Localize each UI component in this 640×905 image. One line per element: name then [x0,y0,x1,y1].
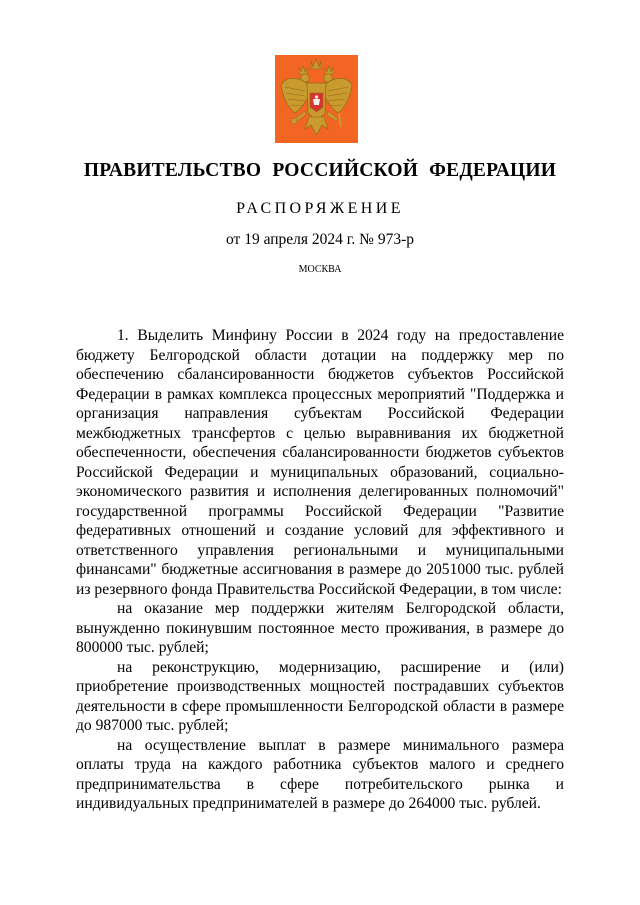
body-paragraph: на оказание мер поддержки жителям Белгородской области, вынужденно покинувшим постоянное место проживания, в размере до 800000 тыс. рублей; [76,600,564,656]
government-title: ПРАВИТЕЛЬСТВО РОССИЙСКОЙ ФЕДЕРАЦИИ [83,160,557,181]
document-city: МОСКВА [298,264,342,275]
document-body [76,326,564,814]
russian-coat-of-arms-icon [275,55,358,143]
document-type: РАСПОРЯЖЕНИЕ [236,200,404,217]
body-paragraph: на осуществление выплат в размере минимального размера оплаты труда на каждого работника субъектов малого и среднего предпринимательства в сфере потребительского рынка и индивидуальных предпринимателей в размере до 264000 тыс. рублей. [76,736,564,812]
body-paragraph: на реконструкцию, модернизацию, расширение и (или) приобретение производственных мощностей пострадавших субъектов деятельности в сфере промышленности Белгородской области в размере до 987000 тыс. рублей; [76,658,564,734]
document-date-number: от 19 апреля 2024 г. № 973-р [226,231,414,248]
body-paragraph: 1. Выделить Минфину России в 2024 году на предоставление бюджету Белгородской области дотации на поддержку мер по обеспечению сбалансированности бюджетов субъектов Российской Федерации в рамках комплекса процессных мероприятий "Поддержка и организация направления субъектам Российской Федерации межбюджетных трансфертов с целью выравнивания их бюджетной обеспеченности, обеспечения сбалансированности бюджетов субъектов Российской Федерации и муниципальных образований, социально-экономического развития и исполнения делегированных полномочий" государственной программы Российской Федерации "Развитие федеративных отношений и создание условий для эффективного и ответственного управления региональными и муниципальными финансами" бюджетные ассигнования в размере до 2051000 тыс. рублей из резервного фонда Правительства Российской Федерации, в том числе: [76,327,564,598]
